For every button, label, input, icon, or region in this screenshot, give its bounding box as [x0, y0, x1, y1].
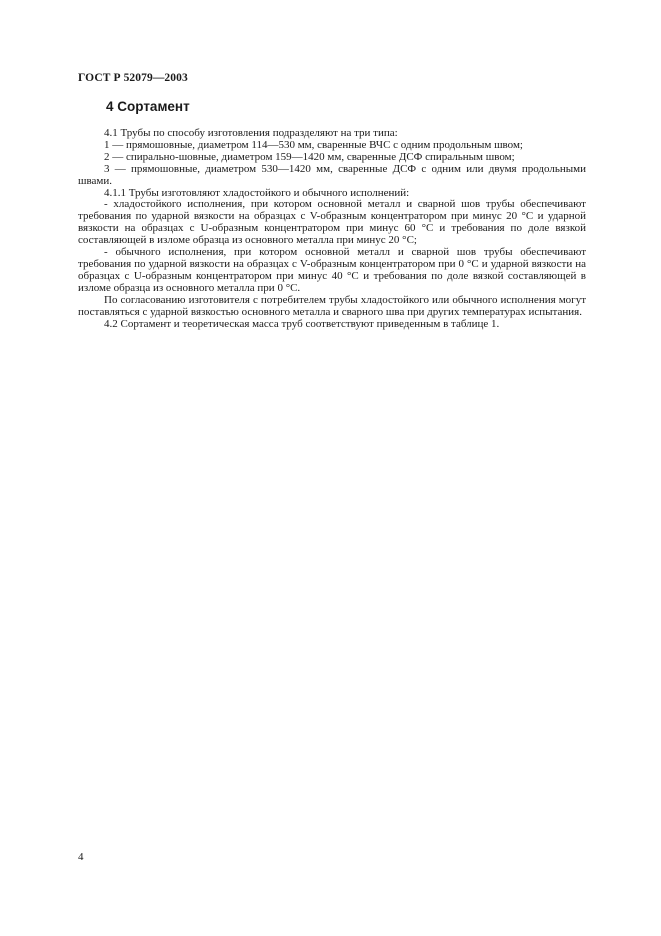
paragraph-4-1-1: 4.1.1 Трубы изготовляют хладостойкого и обычного исполнений:: [104, 186, 410, 199]
section-title: 4 Сортамент: [106, 99, 190, 114]
paragraph-agreement: По согласованию изготовителя с потребителем трубы хладостойкого или обычного исполнения могут поставляться с ударной вязкостью основного металла и сварного шва при других температурах испытания.: [78, 293, 586, 318]
paragraph-type-2: 2 — спирально-шовные, диаметром 159—1420 мм, сваренные ДСФ спиральным швом;: [104, 150, 515, 163]
paragraph-ordinary: - обычного исполнения, при котором основной металл и сварной шов трубы обеспечивают требования по ударной вязкости на образцах с V-образным концентратором при 0 °С и ударной вязкости на образцах с U-образным концентратором при минус 40 °С и требования по доле вязкой составляющей в изломе образца из основного металла при 0 °С.: [78, 246, 586, 294]
page-number: 4: [78, 851, 84, 863]
paragraph-4-1: 4.1 Трубы по способу изготовления подразделяют на три типа:: [104, 127, 398, 139]
document-code-header: ГОСТ Р 52079—2003: [78, 72, 188, 84]
paragraph-type-3: 3 — прямошовные, диаметром 530—1420 мм, сваренные ДСФ с одним или двумя продольными швами.: [78, 162, 586, 187]
paragraph-type-1: 1 — прямошовные, диаметром 114—530 мм, сваренные ВЧС с одним продольным швом;: [104, 138, 523, 151]
paragraph-4-2: 4.2 Сортамент и теоретическая масса труб соответствуют приведенным в таблице 1.: [104, 317, 500, 330]
paragraph-cold-resistant: - хладостойкого исполнения, при котором основной металл и сварной шов трубы обеспечивают требования по ударной вязкости на образцах с V-образным концентратором при минус 20 °С и ударной вязкости на образцах с U-образным концентратором при минус 60 °С и требования по доле вязкой составляющей в изломе образца из основного металла при минус 20 °С;: [78, 198, 586, 247]
section-body: [78, 128, 586, 330]
